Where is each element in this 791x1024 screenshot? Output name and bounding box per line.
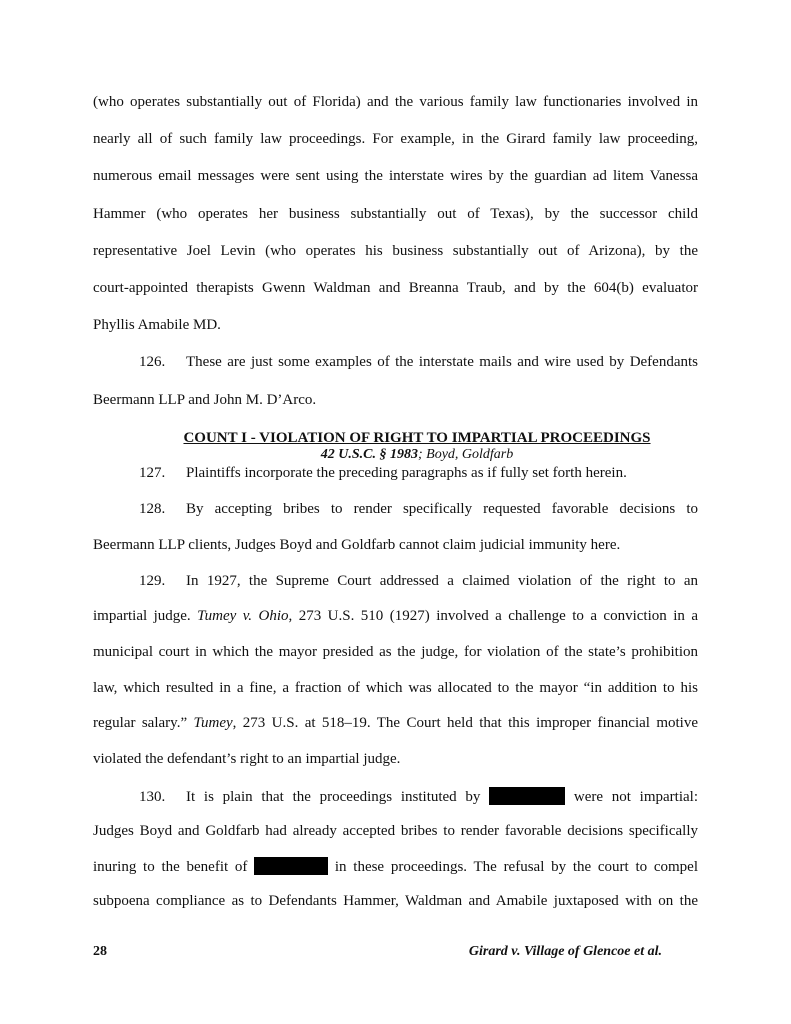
- paragraph-129-line-3: municipal court in which the mayor presided as the judge, for violation of the state’s prohibition: [93, 644, 698, 660]
- paragraph-129-line-2: [93, 607, 698, 625]
- text-segment: It is plain that the proceedings instituted by: [186, 789, 481, 805]
- page-number: 28: [93, 944, 107, 959]
- redaction-block: [489, 787, 565, 805]
- text-segment: regular salary.”: [93, 715, 194, 731]
- paragraph-text: In 1927, the Supreme Court addressed a claimed violation of the right to an: [186, 573, 698, 589]
- case-citation: Tumey: [193, 715, 233, 731]
- text-segment: were not impartial:: [573, 789, 698, 805]
- redaction-block: [254, 857, 328, 875]
- paragraph-line: numerous email messages were sent using the interstate wires by the guardian ad litem Vanessa: [93, 168, 698, 184]
- paragraph-128-line-1: [139, 500, 698, 518]
- paragraph-130-line-4: subpoena compliance as to Defendants Hammer, Waldman and Amabile juxtaposed with on the: [93, 893, 698, 909]
- paragraph-number: 130.: [139, 789, 166, 805]
- paragraph-129-line-5: [93, 714, 698, 732]
- statute-citation: 42 U.S.C. § 1983: [320, 447, 418, 462]
- paragraph-text: By accepting bribes to render specifically requested favorable decisions to: [186, 501, 698, 517]
- text-segment: in these proceedings. The refusal by the court to compel: [334, 859, 698, 875]
- paragraph-126-line-2: Beermann LLP and John M. D’Arco.: [93, 392, 317, 408]
- paragraph-129-line-1: [139, 572, 698, 590]
- paragraph-line: nearly all of such family law proceedings. For example, in the Girard family law proceeding,: [93, 131, 698, 147]
- paragraph-126-line-1: [139, 353, 698, 371]
- count-heading: COUNT I - VIOLATION OF RIGHT TO IMPARTIAL PROCEEDINGS: [183, 430, 651, 446]
- paragraph-text: Plaintiffs incorporate the preceding paragraphs as if fully set forth herein.: [186, 465, 627, 481]
- defendants-named: ; Boyd, Goldfarb: [417, 447, 514, 462]
- case-title-footer: Girard v. Village of Glencoe et al.: [468, 944, 662, 959]
- paragraph-line: representative Joel Levin (who operates his business substantially out of Arizona), by the: [93, 243, 698, 259]
- text-segment: , 273 U.S. at 518–19. The Court held that this improper financial motive: [232, 715, 698, 731]
- paragraph-130-line-1: [139, 787, 698, 806]
- count-subheading: [93, 447, 741, 463]
- paragraph-line: court-appointed therapists Gwenn Waldman and Breanna Traub, and by the 604(b) evaluator: [93, 280, 698, 296]
- paragraph-number: 129.: [139, 573, 166, 589]
- paragraph-129-line-6: violated the defendant’s right to an impartial judge.: [93, 751, 401, 767]
- text-segment: inuring to the benefit of: [93, 859, 248, 875]
- paragraph-number: 127.: [139, 465, 166, 481]
- paragraph-130-line-2: Judges Boyd and Goldfarb had already accepted bribes to render favorable decisions specifically: [93, 823, 698, 839]
- paragraph-128-line-2: Beermann LLP clients, Judges Boyd and Goldfarb cannot claim judicial immunity here.: [93, 537, 621, 553]
- paragraph-130-line-3: [93, 857, 698, 876]
- paragraph-127: [139, 464, 698, 482]
- paragraph-text: These are just some examples of the interstate mails and wire used by Defendants: [186, 354, 698, 370]
- paragraph-line: Hammer (who operates her business substantially out of Texas), by the successor child: [93, 206, 698, 222]
- paragraph-129-line-4: law, which resulted in a fine, a fraction of which was allocated to the mayor “in addition to his: [93, 680, 698, 696]
- paragraph-number: 128.: [139, 501, 166, 517]
- paragraph-line: Phyllis Amabile MD.: [93, 317, 221, 333]
- text-segment: , 273 U.S. 510 (1927) involved a challenge to a conviction in a: [288, 608, 698, 624]
- paragraph-line: (who operates substantially out of Florida) and the various family law functionaries involved in: [93, 94, 698, 110]
- paragraph-number: 126.: [139, 354, 166, 370]
- case-citation: Tumey v. Ohio: [197, 608, 289, 624]
- text-segment: impartial judge.: [93, 608, 198, 624]
